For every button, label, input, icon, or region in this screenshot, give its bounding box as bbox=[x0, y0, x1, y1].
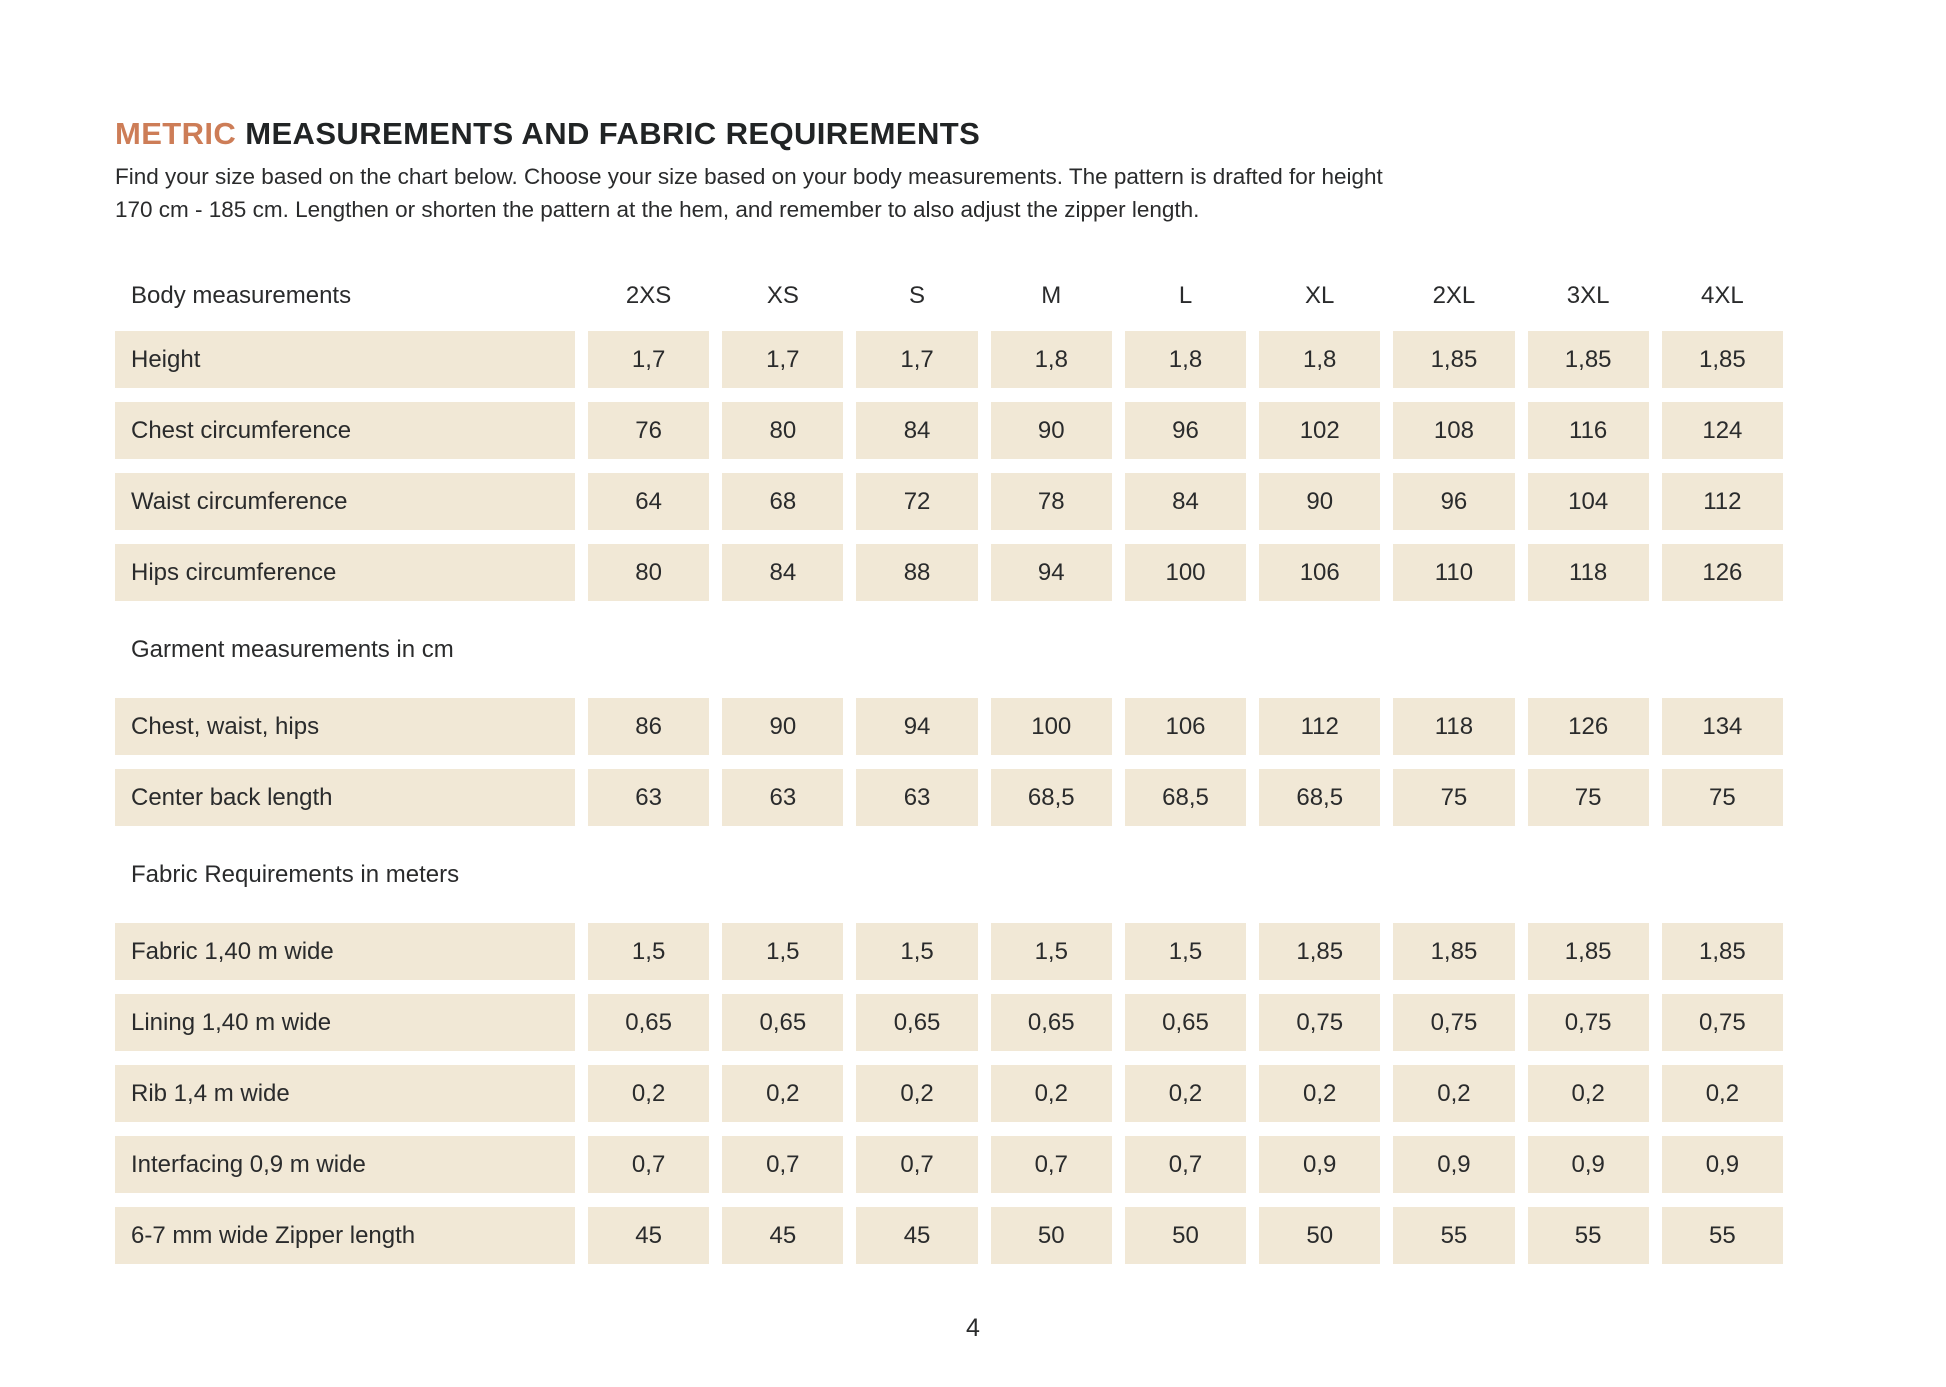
value-cell: 72 bbox=[856, 473, 977, 530]
size-column-header: XS bbox=[766, 282, 799, 309]
value-cell: 96 bbox=[1125, 402, 1246, 459]
section-title: Garment measurements in cm bbox=[131, 635, 454, 663]
table-header-label: Body measurements bbox=[131, 282, 352, 309]
value-cell: 0,9 bbox=[1259, 1136, 1380, 1193]
value-cell: 104 bbox=[1528, 473, 1649, 530]
value-cell: 63 bbox=[722, 769, 843, 826]
value-cell: 80 bbox=[722, 402, 843, 459]
value-cell: 1,5 bbox=[1125, 923, 1246, 980]
value-cell: 108 bbox=[1393, 402, 1514, 459]
value-cell: 75 bbox=[1393, 769, 1514, 826]
value-cell: 68,5 bbox=[1259, 769, 1380, 826]
size-column-header: 2XL bbox=[1432, 282, 1476, 309]
value-cell: 116 bbox=[1528, 402, 1649, 459]
value-cell: 55 bbox=[1393, 1207, 1514, 1264]
value-cell: 0,2 bbox=[1125, 1065, 1246, 1122]
value-cell: 94 bbox=[856, 698, 977, 755]
value-cell: 0,75 bbox=[1393, 994, 1514, 1051]
value-cell: 90 bbox=[722, 698, 843, 755]
value-cell: 88 bbox=[856, 544, 977, 601]
value-cell: 75 bbox=[1528, 769, 1649, 826]
value-cell: 1,8 bbox=[991, 331, 1112, 388]
value-cell: 0,2 bbox=[1662, 1065, 1783, 1122]
value-cell: 0,9 bbox=[1393, 1136, 1514, 1193]
size-column-header: XL bbox=[1305, 282, 1335, 309]
value-cell: 112 bbox=[1662, 473, 1783, 530]
value-cell: 126 bbox=[1662, 544, 1783, 601]
page-title-highlight: METRIC bbox=[115, 115, 237, 151]
value-cell: 45 bbox=[588, 1207, 709, 1264]
value-cell: 1,5 bbox=[722, 923, 843, 980]
value-cell: 0,2 bbox=[1528, 1065, 1649, 1122]
value-cell: 0,65 bbox=[856, 994, 977, 1051]
row-label-cell: Center back length bbox=[115, 769, 575, 826]
value-cell: 0,65 bbox=[1125, 994, 1246, 1051]
value-cell: 90 bbox=[1259, 473, 1380, 530]
row-label-cell: Rib 1,4 m wide bbox=[115, 1065, 575, 1122]
value-cell: 1,8 bbox=[1259, 331, 1380, 388]
value-cell: 50 bbox=[1125, 1207, 1246, 1264]
value-cell: 0,65 bbox=[588, 994, 709, 1051]
value-cell: 0,75 bbox=[1662, 994, 1783, 1051]
value-cell: 1,7 bbox=[722, 331, 843, 388]
value-cell: 90 bbox=[991, 402, 1112, 459]
row-label-cell: Chest, waist, hips bbox=[115, 698, 575, 755]
value-cell: 106 bbox=[1259, 544, 1380, 601]
value-cell: 55 bbox=[1528, 1207, 1649, 1264]
value-cell: 50 bbox=[1259, 1207, 1380, 1264]
value-cell: 134 bbox=[1662, 698, 1783, 755]
row-label-cell: Interfacing 0,9 m wide bbox=[115, 1136, 575, 1193]
value-cell: 55 bbox=[1662, 1207, 1783, 1264]
value-cell: 0,2 bbox=[1393, 1065, 1514, 1122]
value-cell: 84 bbox=[722, 544, 843, 601]
value-cell: 124 bbox=[1662, 402, 1783, 459]
intro-line-2: 170 cm - 185 cm. Lengthen or shorten the pattern at the hem, and remember to also adjust the zipper length. bbox=[115, 197, 1200, 222]
value-cell: 0,2 bbox=[1259, 1065, 1380, 1122]
value-cell: 0,7 bbox=[856, 1136, 977, 1193]
row-label-cell: Height bbox=[115, 331, 575, 388]
value-cell: 106 bbox=[1125, 698, 1246, 755]
value-cell: 68 bbox=[722, 473, 843, 530]
page-title bbox=[115, 116, 980, 152]
value-cell: 1,85 bbox=[1662, 331, 1783, 388]
measurement-table bbox=[115, 275, 1783, 1264]
value-cell: 0,7 bbox=[722, 1136, 843, 1193]
value-cell: 45 bbox=[856, 1207, 977, 1264]
value-cell: 1,5 bbox=[588, 923, 709, 980]
value-cell: 1,5 bbox=[991, 923, 1112, 980]
row-label-cell: Waist circumference bbox=[115, 473, 575, 530]
intro-text bbox=[115, 160, 1383, 226]
value-cell: 84 bbox=[856, 402, 977, 459]
size-column-header: 2XS bbox=[625, 282, 672, 309]
value-cell: 1,85 bbox=[1528, 923, 1649, 980]
value-cell: 0,7 bbox=[1125, 1136, 1246, 1193]
value-cell: 80 bbox=[588, 544, 709, 601]
value-cell: 78 bbox=[991, 473, 1112, 530]
page-number: 4 bbox=[966, 1314, 980, 1342]
value-cell: 1,7 bbox=[856, 331, 977, 388]
value-cell: 63 bbox=[588, 769, 709, 826]
value-cell: 50 bbox=[991, 1207, 1112, 1264]
value-cell: 68,5 bbox=[1125, 769, 1246, 826]
row-label-cell: Lining 1,40 m wide bbox=[115, 994, 575, 1051]
value-cell: 64 bbox=[588, 473, 709, 530]
value-cell: 45 bbox=[722, 1207, 843, 1264]
value-cell: 0,9 bbox=[1662, 1136, 1783, 1193]
value-cell: 68,5 bbox=[991, 769, 1112, 826]
value-cell: 1,85 bbox=[1393, 923, 1514, 980]
value-cell: 118 bbox=[1393, 698, 1514, 755]
row-label-cell: Chest circumference bbox=[115, 402, 575, 459]
value-cell: 118 bbox=[1528, 544, 1649, 601]
value-cell: 0,7 bbox=[588, 1136, 709, 1193]
row-label-cell: Fabric 1,40 m wide bbox=[115, 923, 575, 980]
value-cell: 0,7 bbox=[991, 1136, 1112, 1193]
value-cell: 0,65 bbox=[991, 994, 1112, 1051]
value-cell: 102 bbox=[1259, 402, 1380, 459]
size-column-header: L bbox=[1178, 282, 1193, 309]
value-cell: 0,75 bbox=[1259, 994, 1380, 1051]
value-cell: 0,65 bbox=[722, 994, 843, 1051]
value-cell: 1,85 bbox=[1259, 923, 1380, 980]
size-column-header: S bbox=[909, 282, 926, 309]
value-cell: 63 bbox=[856, 769, 977, 826]
value-cell: 110 bbox=[1393, 544, 1514, 601]
value-cell: 112 bbox=[1259, 698, 1380, 755]
value-cell: 94 bbox=[991, 544, 1112, 601]
value-cell: 75 bbox=[1662, 769, 1783, 826]
value-cell: 86 bbox=[588, 698, 709, 755]
row-label-cell: 6-7 mm wide Zipper length bbox=[115, 1207, 575, 1264]
size-column-header: 3XL bbox=[1566, 282, 1610, 309]
size-column-header: M bbox=[1041, 282, 1062, 309]
section-title: Fabric Requirements in meters bbox=[131, 860, 460, 888]
value-cell: 1,5 bbox=[856, 923, 977, 980]
value-cell: 1,8 bbox=[1125, 331, 1246, 388]
value-cell: 0,9 bbox=[1528, 1136, 1649, 1193]
size-column-header: 4XL bbox=[1701, 282, 1744, 309]
value-cell: 1,85 bbox=[1393, 331, 1514, 388]
intro-line-1: Find your size based on the chart below. Choose your size based on your body measurements. The pattern is drafted for height bbox=[115, 164, 1383, 189]
value-cell: 1,85 bbox=[1528, 331, 1649, 388]
value-cell: 0,75 bbox=[1528, 994, 1649, 1051]
page-title-text: MEASUREMENTS AND FABRIC REQUIREMENTS bbox=[245, 115, 981, 151]
value-cell: 0,2 bbox=[856, 1065, 977, 1122]
value-cell: 1,7 bbox=[588, 331, 709, 388]
row-label-cell: Hips circumference bbox=[115, 544, 575, 601]
value-cell: 0,2 bbox=[722, 1065, 843, 1122]
value-cell: 126 bbox=[1528, 698, 1649, 755]
value-cell: 96 bbox=[1393, 473, 1514, 530]
value-cell: 1,85 bbox=[1662, 923, 1783, 980]
value-cell: 100 bbox=[991, 698, 1112, 755]
value-cell: 0,2 bbox=[588, 1065, 709, 1122]
value-cell: 76 bbox=[588, 402, 709, 459]
value-cell: 100 bbox=[1125, 544, 1246, 601]
value-cell: 84 bbox=[1125, 473, 1246, 530]
value-cell: 0,2 bbox=[991, 1065, 1112, 1122]
